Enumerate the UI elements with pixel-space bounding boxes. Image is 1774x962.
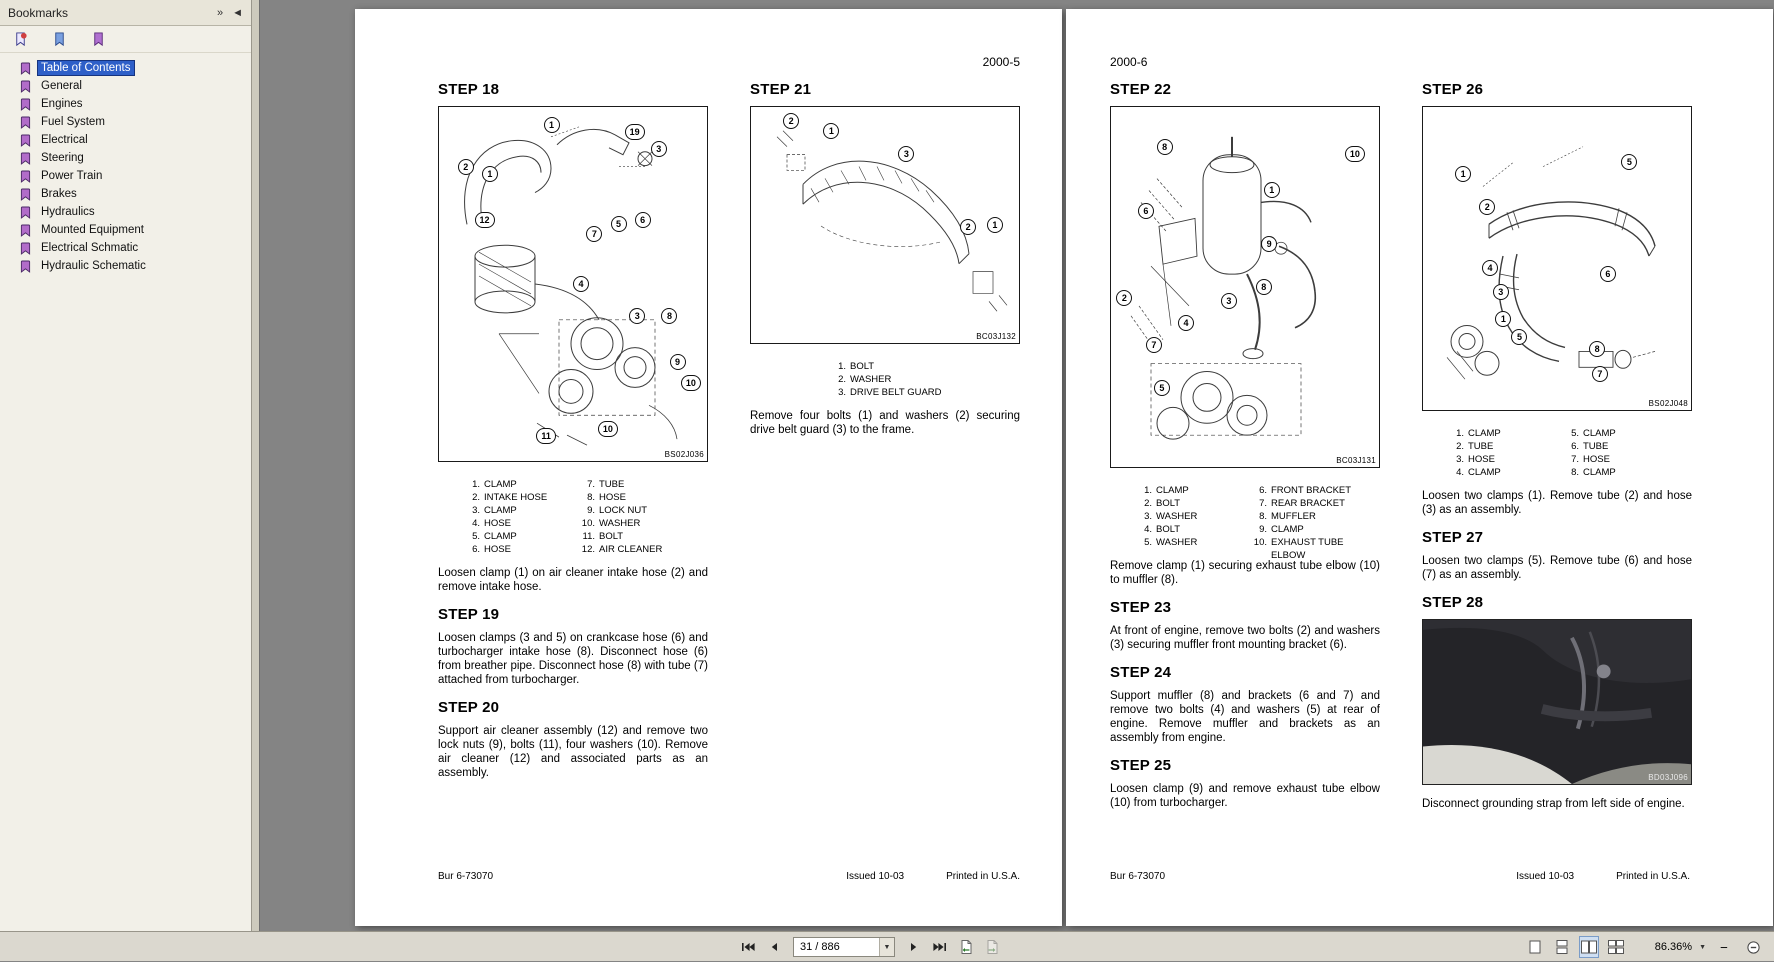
bookmark-ribbon-glyph bbox=[20, 152, 31, 165]
previous-page-icon bbox=[770, 942, 778, 952]
figure-step28-art bbox=[1423, 620, 1691, 784]
figure-callout-3: 3 bbox=[1221, 293, 1237, 309]
figure-callout-6: 6 bbox=[1600, 266, 1616, 282]
figure-callout-19: 19 bbox=[625, 124, 645, 140]
previous-view-icon bbox=[958, 939, 974, 955]
footer-issued: Issued 10-03 bbox=[846, 871, 905, 882]
legend-item: 6. FRONT BRACKET bbox=[1259, 485, 1352, 496]
figure-code-step18: BS02J036 bbox=[664, 450, 704, 459]
previous-page-button[interactable] bbox=[763, 936, 785, 958]
zoom-decrease-button[interactable] bbox=[1713, 936, 1735, 958]
figure-callout-1: 1 bbox=[1495, 311, 1511, 327]
figure-callout-2: 2 bbox=[783, 113, 799, 129]
zoom-out-button[interactable] bbox=[1742, 936, 1764, 958]
page-2000-5 bbox=[355, 9, 1062, 926]
legend-item: 4. BOLT bbox=[1144, 524, 1181, 535]
legend-item: 1. CLAMP bbox=[472, 479, 517, 490]
step27-paragraph: Loosen two clamps (5). Remove tube (6) and hose (7) as an assembly. bbox=[1422, 555, 1692, 581]
bookmark-ribbon-glyph bbox=[20, 224, 31, 237]
figure-callout-5: 5 bbox=[1511, 329, 1527, 345]
bookmark-label: Mounted Equipment bbox=[41, 224, 144, 236]
legend-item: 7. TUBE bbox=[587, 479, 625, 490]
document-area bbox=[260, 0, 1774, 931]
next-view-icon bbox=[984, 939, 1000, 955]
bookmarks-panel-title: Bookmarks bbox=[8, 5, 69, 20]
legend-item: 10. EXHAUST TUBE ELBOW bbox=[1253, 537, 1344, 561]
zoom-out-icon bbox=[1746, 940, 1761, 955]
figure-callout-5: 5 bbox=[611, 216, 627, 232]
legend-step22 bbox=[1110, 484, 1380, 561]
bookmarks-panel bbox=[0, 0, 252, 931]
legend-item: 5. CLAMP bbox=[1571, 428, 1616, 439]
bookmark-item-mounted-equipment[interactable] bbox=[4, 221, 247, 239]
figure-callout-5: 5 bbox=[1154, 380, 1170, 396]
figure-callout-2: 2 bbox=[1116, 290, 1132, 306]
legend-item: 1. CLAMP bbox=[1456, 428, 1501, 439]
legend-item: 2. WASHER bbox=[838, 374, 892, 385]
first-page-button[interactable] bbox=[737, 936, 759, 958]
bookmark-ribbon-icon bbox=[20, 206, 31, 219]
figure-step18 bbox=[438, 106, 708, 462]
bottom-toolbar bbox=[0, 931, 1774, 961]
collapse-panel-icon[interactable]: ◄ bbox=[232, 6, 243, 19]
next-page-button[interactable] bbox=[903, 936, 925, 958]
figure-callout-3: 3 bbox=[1493, 284, 1509, 300]
legend-item: 8. MUFFLER bbox=[1259, 511, 1316, 522]
figure-callout-1: 1 bbox=[482, 166, 498, 182]
figure-callout-5: 5 bbox=[1621, 154, 1637, 170]
bookmark-ribbon-icon bbox=[20, 170, 31, 183]
legend-item: 6. TUBE bbox=[1571, 441, 1609, 452]
bookmark-label: Hydraulic Schematic bbox=[41, 260, 146, 272]
step23-heading: STEP 23 bbox=[1110, 599, 1172, 616]
step27-heading: STEP 27 bbox=[1422, 529, 1484, 546]
figure-callout-7: 7 bbox=[586, 226, 602, 242]
figure-step28-photo bbox=[1422, 619, 1692, 785]
figure-callout-6: 6 bbox=[635, 212, 651, 228]
figure-callout-2: 2 bbox=[1479, 199, 1495, 215]
bookmark-ribbon-icon bbox=[20, 260, 31, 273]
step28-paragraph: Disconnect grounding strap from left side of engine. bbox=[1422, 798, 1685, 810]
bookmark-label: Electrical bbox=[41, 134, 88, 146]
figure-callout-7: 7 bbox=[1146, 337, 1162, 353]
bookmark-item-electrical[interactable] bbox=[4, 131, 247, 149]
figure-code-step21: BC03J132 bbox=[976, 332, 1016, 341]
bookmark-ribbon-glyph bbox=[20, 170, 31, 183]
next-page-icon bbox=[910, 942, 918, 952]
figure-callout-2: 2 bbox=[458, 159, 474, 175]
bookmark-label: Fuel System bbox=[41, 116, 105, 128]
bookmark-label: Steering bbox=[41, 152, 84, 164]
page-2000-6 bbox=[1066, 9, 1773, 926]
legend-item: 3. CLAMP bbox=[472, 505, 517, 516]
step19-heading: STEP 19 bbox=[438, 606, 500, 623]
bookmark-label: Electrical Schmatic bbox=[41, 242, 139, 254]
legend-item: 8. CLAMP bbox=[1571, 467, 1616, 478]
step20-paragraph: Support air cleaner assembly (12) and remove two lock nuts (9), bolts (11), four washers (10). Remove air cleaner (12) and associated parts as an assembly. bbox=[438, 725, 708, 779]
continuous-view-icon[interactable] bbox=[1552, 936, 1572, 958]
bookmark-item-hydraulics[interactable] bbox=[4, 203, 247, 221]
figure-step26 bbox=[1422, 106, 1692, 411]
bookmark-item-power-train[interactable] bbox=[4, 167, 247, 185]
legend-item: 7. REAR BRACKET bbox=[1259, 498, 1345, 509]
legend-item: 10. WASHER bbox=[581, 518, 641, 529]
legend-step21 bbox=[750, 360, 1020, 399]
bookmark-item-fuel-system[interactable] bbox=[4, 113, 247, 131]
legend-item: 5. CLAMP bbox=[472, 531, 517, 542]
bookmark-item-electrical-schmatic[interactable] bbox=[4, 239, 247, 257]
page-number-left: 2000-5 bbox=[982, 55, 1020, 69]
step25-paragraph: Loosen clamp (9) and remove exhaust tube elbow (10) from turbocharger. bbox=[1110, 783, 1380, 809]
next-view-button[interactable] bbox=[981, 936, 1003, 958]
bookmark-ribbon-icon bbox=[20, 116, 31, 129]
bookmark-ribbon-glyph bbox=[20, 134, 31, 147]
bookmarks-toolbar bbox=[0, 26, 251, 53]
figure-step22-art bbox=[1111, 107, 1379, 467]
bookmark-ribbon-icon bbox=[20, 152, 31, 165]
legend-item: 3. HOSE bbox=[1456, 454, 1495, 465]
bookmark-ribbon-icon bbox=[20, 134, 31, 147]
legend-item: 7. HOSE bbox=[1571, 454, 1610, 465]
legend-step18 bbox=[438, 478, 708, 556]
legend-step26 bbox=[1422, 427, 1692, 479]
bookmark-item-steering[interactable] bbox=[4, 149, 247, 167]
bookmark-ribbon-glyph bbox=[20, 242, 31, 255]
footer-printed: Printed in U.S.A. bbox=[1616, 871, 1690, 882]
bookmark-label: Power Train bbox=[41, 170, 103, 182]
legend-item: 6. HOSE bbox=[472, 544, 511, 555]
figure-callout-10: 10 bbox=[1345, 146, 1365, 162]
step26-heading: STEP 26 bbox=[1422, 81, 1484, 98]
bookmark-tool-purple-icon[interactable] bbox=[90, 31, 106, 47]
minus-icon: − bbox=[1720, 939, 1728, 955]
legend-item: 1. CLAMP bbox=[1144, 485, 1189, 496]
step22-paragraph: Remove clamp (1) securing exhaust tube elbow (10) to muffler (8). bbox=[1110, 560, 1380, 586]
step22-heading: STEP 22 bbox=[1110, 81, 1172, 98]
last-page-icon bbox=[933, 942, 947, 952]
step20-heading: STEP 20 bbox=[438, 699, 500, 716]
figure-callout-12: 12 bbox=[475, 212, 495, 228]
step24-heading: STEP 24 bbox=[1110, 664, 1172, 681]
bookmark-label: Brakes bbox=[41, 188, 77, 200]
figure-callout-9: 9 bbox=[670, 354, 686, 370]
figure-callout-11: 11 bbox=[536, 428, 556, 444]
bookmark-ribbon-icon bbox=[20, 242, 31, 255]
figure-step21 bbox=[750, 106, 1020, 344]
bookmark-item-general[interactable] bbox=[4, 77, 247, 95]
figure-code-step28: BD03J096 bbox=[1648, 773, 1688, 782]
legend-item: 5. WASHER bbox=[1144, 537, 1198, 548]
bookmark-ribbon-glyph bbox=[20, 206, 31, 219]
figure-callout-3: 3 bbox=[629, 308, 645, 324]
figure-callout-3: 3 bbox=[898, 146, 914, 162]
bookmark-item-hydraulic-schematic[interactable] bbox=[4, 257, 247, 275]
figure-step26-art bbox=[1423, 107, 1691, 410]
last-page-button[interactable] bbox=[929, 936, 951, 958]
figure-callout-10: 10 bbox=[681, 375, 701, 391]
figure-callout-8: 8 bbox=[1157, 139, 1173, 155]
figure-callout-8: 8 bbox=[661, 308, 677, 324]
legend-item: 1. BOLT bbox=[838, 361, 875, 372]
figure-callout-1: 1 bbox=[987, 217, 1003, 233]
legend-item: 8. HOSE bbox=[587, 492, 626, 503]
step28-heading: STEP 28 bbox=[1422, 594, 1484, 611]
figure-step22 bbox=[1110, 106, 1380, 468]
step23-paragraph: At front of engine, remove two bolts (2) and washers (3) securing muffler front mounting bracket (6). bbox=[1110, 625, 1380, 651]
legend-item: 9. LOCK NUT bbox=[587, 505, 648, 516]
step21-paragraph: Remove four bolts (1) and washers (2) securing drive belt guard (3) to the frame. bbox=[750, 410, 1020, 436]
figure-callout-1: 1 bbox=[823, 123, 839, 139]
figure-callout-8: 8 bbox=[1256, 279, 1272, 295]
figure-callout-1: 1 bbox=[1455, 166, 1471, 182]
footer-publication-number: Bur 6-73070 bbox=[438, 871, 494, 882]
legend-item: 9. CLAMP bbox=[1259, 524, 1304, 535]
legend-item: 3. WASHER bbox=[1144, 511, 1198, 522]
single-page-view-icon[interactable] bbox=[1525, 936, 1545, 958]
page-number-right: 2000-6 bbox=[1110, 55, 1148, 69]
figure-code-step22: BC03J131 bbox=[1336, 456, 1376, 465]
bookmark-ribbon-glyph bbox=[20, 80, 31, 93]
figure-code-step26: BS02J048 bbox=[1648, 399, 1688, 408]
bookmark-ribbon-icon bbox=[20, 188, 31, 201]
footer-printed: Printed in U.S.A. bbox=[946, 871, 1020, 882]
bookmark-ribbon-glyph bbox=[20, 62, 31, 75]
step18-paragraph: Loosen clamp (1) on air cleaner intake hose (2) and remove intake hose. bbox=[438, 567, 708, 593]
figure-callout-6: 6 bbox=[1138, 203, 1154, 219]
bookmark-label: Hydraulics bbox=[41, 206, 95, 218]
bookmark-ribbon-icon bbox=[20, 224, 31, 237]
bookmark-ribbon-icon bbox=[20, 98, 31, 111]
figure-callout-4: 4 bbox=[1178, 315, 1194, 331]
bookmark-ribbon-glyph bbox=[20, 98, 31, 111]
continuous-facing-view-icon[interactable] bbox=[1606, 936, 1626, 958]
legend-item: 2. INTAKE HOSE bbox=[472, 492, 548, 503]
page-number-value[interactable]: 31 / 886 bbox=[800, 941, 840, 953]
figure-step21-art bbox=[751, 107, 1019, 343]
page-number-input[interactable] bbox=[793, 937, 895, 957]
figure-callout-4: 4 bbox=[1482, 260, 1498, 276]
page-dropdown-caret-icon[interactable]: ▼ bbox=[879, 938, 894, 956]
bookmark-tool-red-icon[interactable] bbox=[12, 31, 28, 47]
figure-callout-10: 10 bbox=[598, 421, 618, 437]
bookmark-label: General bbox=[41, 80, 82, 92]
bookmarks-panel-header bbox=[0, 0, 251, 26]
view-zoom-group bbox=[1525, 932, 1764, 962]
page-footer-right bbox=[1066, 871, 1773, 882]
bookmark-item-brakes[interactable] bbox=[4, 185, 247, 203]
legend-item: 11. BOLT bbox=[582, 531, 624, 542]
footer-issued: Issued 10-03 bbox=[1516, 871, 1575, 882]
expand-panel-chevrons-icon[interactable]: » bbox=[216, 6, 224, 19]
figure-callout-4: 4 bbox=[573, 276, 589, 292]
legend-item: 2. BOLT bbox=[1144, 498, 1181, 509]
figure-callout-8: 8 bbox=[1589, 341, 1605, 357]
bookmark-ribbon-icon bbox=[20, 80, 31, 93]
legend-item: 12. AIR CLEANER bbox=[581, 544, 663, 555]
figure-callout-1: 1 bbox=[1264, 182, 1280, 198]
first-page-icon bbox=[741, 942, 755, 952]
figure-callout-9: 9 bbox=[1261, 236, 1277, 252]
bookmark-item-table-of-contents[interactable] bbox=[4, 59, 247, 77]
zoom-dropdown-caret-icon[interactable]: ▼ bbox=[1699, 943, 1706, 951]
page-navigation-group bbox=[737, 932, 1003, 962]
step21-heading: STEP 21 bbox=[750, 81, 812, 98]
bookmark-ribbon-glyph bbox=[20, 116, 31, 129]
figure-callout-1: 1 bbox=[544, 117, 560, 133]
bookmark-ribbon-icon bbox=[20, 62, 31, 75]
zoom-level[interactable]: 86.36% bbox=[1654, 941, 1693, 953]
bookmark-label: Engines bbox=[41, 98, 83, 110]
legend-item: 4. HOSE bbox=[472, 518, 511, 529]
bookmark-tool-blue-icon[interactable] bbox=[51, 31, 67, 47]
panel-resizer[interactable] bbox=[252, 0, 260, 931]
step25-heading: STEP 25 bbox=[1110, 757, 1172, 774]
bookmark-label: Table of Contents bbox=[37, 60, 135, 76]
figure-callout-3: 3 bbox=[651, 141, 667, 157]
figure-callout-2: 2 bbox=[960, 219, 976, 235]
legend-item: 2. TUBE bbox=[1456, 441, 1494, 452]
bookmark-ribbon-glyph bbox=[20, 188, 31, 201]
bookmark-ribbon-glyph bbox=[20, 260, 31, 273]
facing-pages-view-icon[interactable] bbox=[1579, 936, 1599, 958]
previous-view-button[interactable] bbox=[955, 936, 977, 958]
legend-item: 3. DRIVE BELT GUARD bbox=[838, 387, 942, 398]
footer-publication-number: Bur 6-73070 bbox=[1110, 871, 1166, 882]
step19-paragraph: Loosen clamps (3 and 5) on crankcase hose (6) and turbocharger intake hose (8). Disconnect hose (6) from breather pipe. Disconnect hose (8) with tube (7) attached from turbocharger. bbox=[438, 632, 708, 686]
figure-callout-7: 7 bbox=[1592, 366, 1608, 382]
bookmarks-list bbox=[0, 53, 251, 931]
step18-heading: STEP 18 bbox=[438, 81, 500, 98]
page-footer-left bbox=[355, 871, 1062, 882]
legend-item: 4. CLAMP bbox=[1456, 467, 1501, 478]
step24-paragraph: Support muffler (8) and brackets (6 and 7) and remove two bolts (4) and washers (5) at rear of engine. Remove muffler and brackets as an assembly from engine. bbox=[1110, 690, 1380, 744]
step26-paragraph: Loosen two clamps (1). Remove tube (2) and hose (3) as an assembly. bbox=[1422, 490, 1692, 516]
bookmark-item-engines[interactable] bbox=[4, 95, 247, 113]
